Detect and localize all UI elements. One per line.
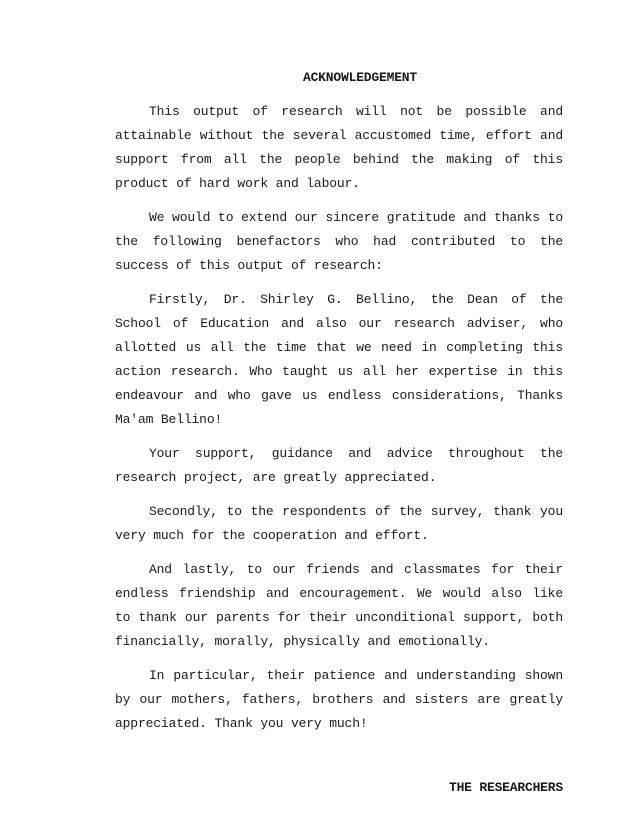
paragraph-in-particular: In particular, their patience and understanding shown by our mothers, fathers, brothers and sisters are greatly appreciated. Thank you very much! [115, 668, 563, 731]
paragraph-secondly: Secondly, to the respondents of the survey, thank you very much for the cooperation and effort. [115, 504, 563, 543]
document-title: ACKNOWLEDGEMENT [302, 70, 418, 85]
document-body [115, 66, 563, 800]
paragraph-lastly: And lastly, to our friends and classmates for their endless friendship and encouragement. We would also like to thank our parents for their unconditional support, both financially, morally, physically and emotionally. [115, 562, 563, 649]
paragraph-intro: This output of research will not be possible and attainable without the several accustomed time, effort and support from all the people behind the making of this product of hard work and labour. [115, 104, 563, 191]
signature: THE RESEARCHERS [448, 780, 563, 795]
paragraph-gratitude: We would to extend our sincere gratitude and thanks to the following benefactors who had contributed to the success of this output of research: [115, 210, 563, 273]
paragraph-firstly: Firstly, Dr. Shirley G. Bellino, the Dean of the School of Education and also our research adviser, who allotted us all the time that we need in completing this action research. Who taught us all her expertise in this endeavour and who gave us endless considerations, Thanks Ma'am Bellino! [115, 292, 563, 427]
paragraph-support: Your support, guidance and advice throughout the research project, are greatly appreciated. [115, 446, 563, 485]
